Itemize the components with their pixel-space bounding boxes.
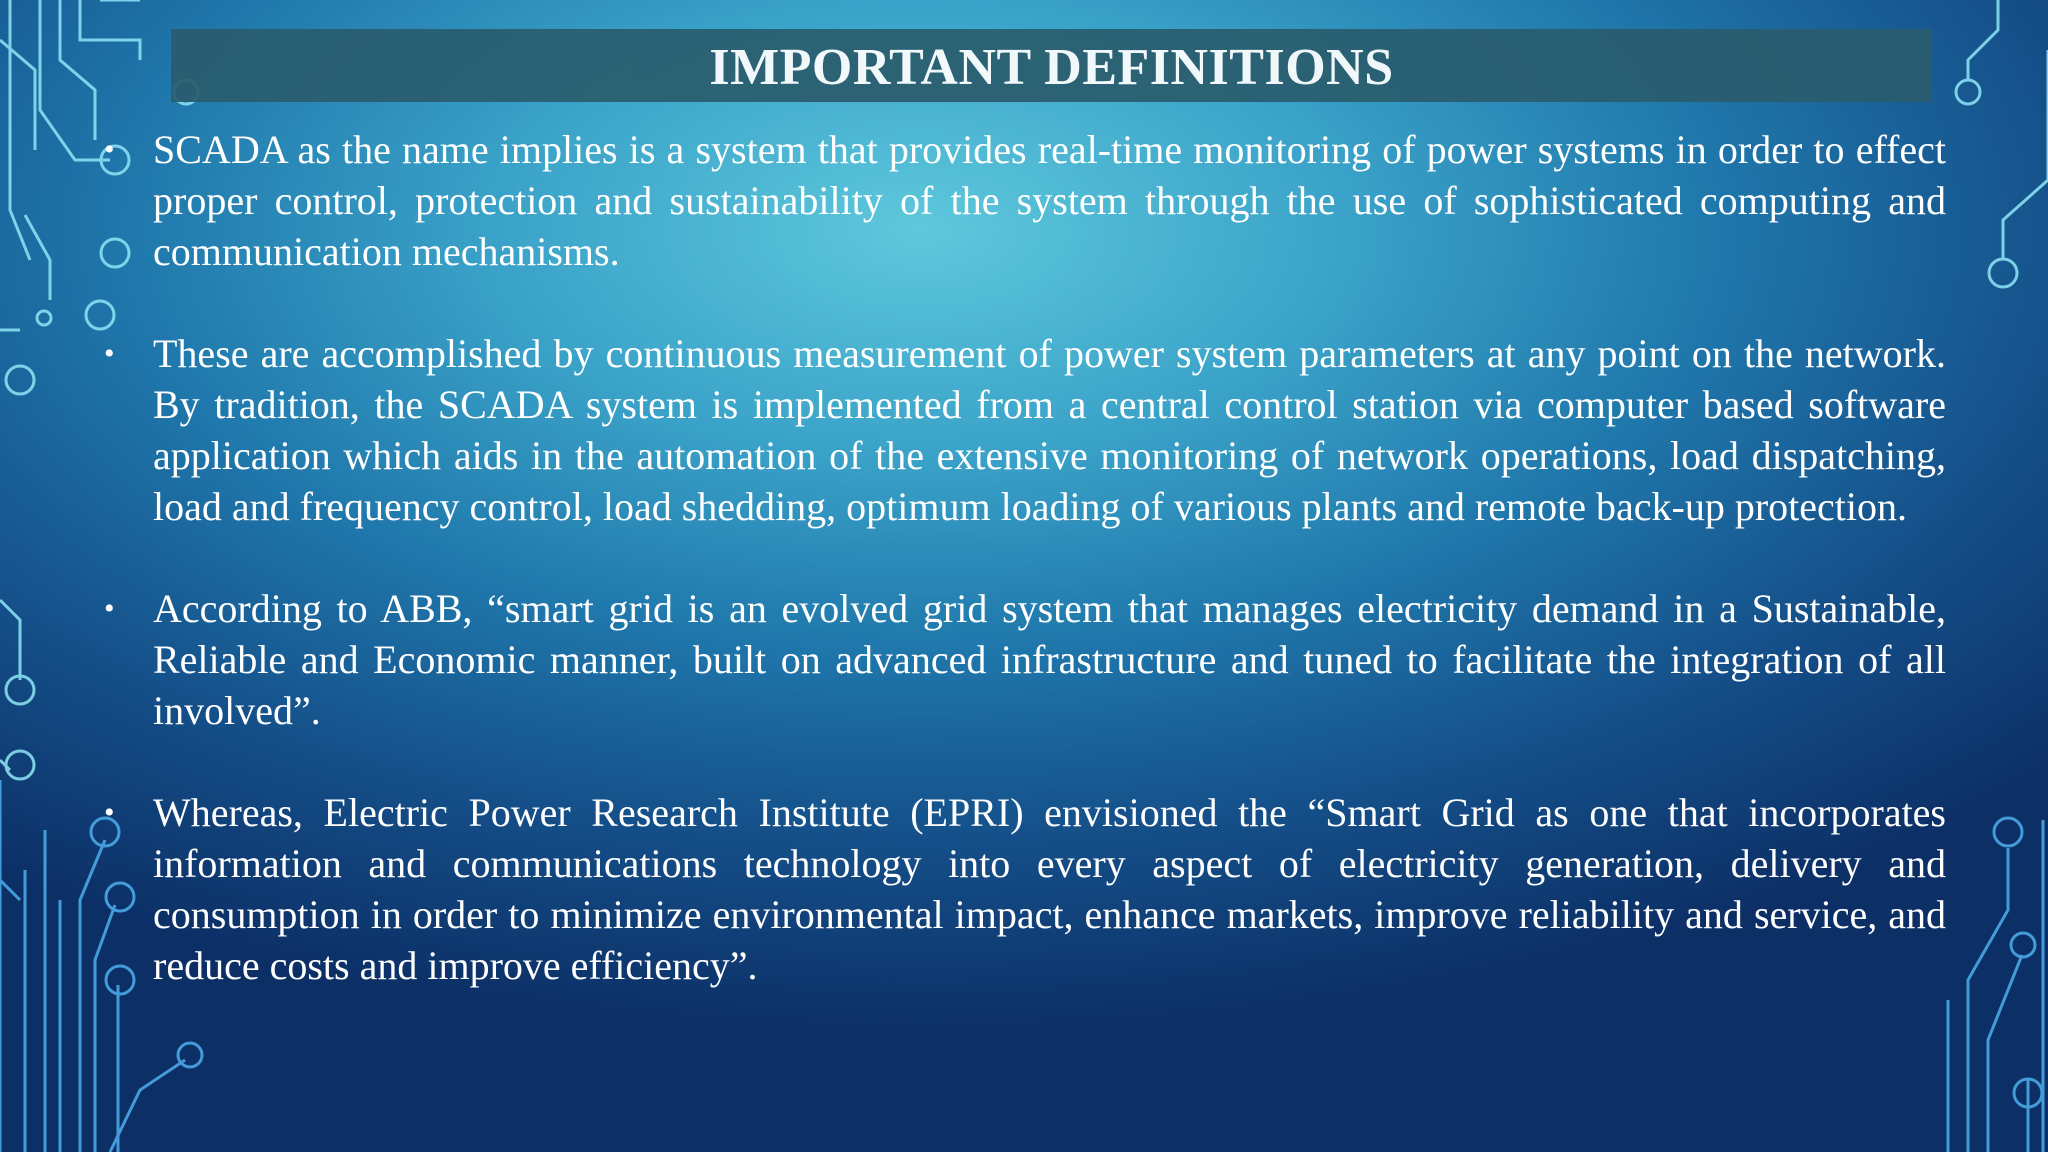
bullet-text: According to ABB, “smart grid is an evolved grid system that manages electricity demand in a Sustainable, Reliable and Economic manner, built on advanced infrastructure and tuned to facilitate the integration of all involved”. bbox=[153, 586, 1946, 733]
bullet-list bbox=[104, 124, 1946, 991]
bullet-text: SCADA as the name implies is a system that provides real-time monitoring of power systems in order to effect proper control, protection and sustainability of the system through the use of sophisticated computing and communication mechanisms. bbox=[153, 127, 1946, 274]
bullet-item-epri bbox=[104, 787, 1946, 991]
bullet-icon: • bbox=[104, 796, 115, 829]
bullet-item-abb bbox=[104, 583, 1946, 736]
bullet-item-measurement bbox=[104, 328, 1946, 532]
bullet-icon: • bbox=[104, 592, 115, 625]
bullet-item-scada bbox=[104, 124, 1946, 277]
bullet-icon: • bbox=[104, 133, 115, 166]
bullet-text: These are accomplished by continuous measurement of power system parameters at any point on the network. By tradition, the SCADA system is implemented from a central control station via computer based software application which aids in the automation of the extensive monitoring of network operations, load dispatching, load and frequency control, load shedding, optimum loading of various plants and remote back-up protection. bbox=[153, 331, 1946, 529]
title-bar bbox=[171, 29, 1932, 102]
slide-title: IMPORTANT DEFINITIONS bbox=[709, 39, 1394, 96]
bullet-icon: • bbox=[104, 337, 115, 370]
bullet-text: Whereas, Electric Power Research Institute (EPRI) envisioned the “Smart Grid as one that incorporates information and communications technology into every aspect of electricity generation, delivery and consumption in order to minimize environmental impact, enhance markets, improve reliability and service, and reduce costs and improve efficiency”. bbox=[153, 790, 1946, 988]
